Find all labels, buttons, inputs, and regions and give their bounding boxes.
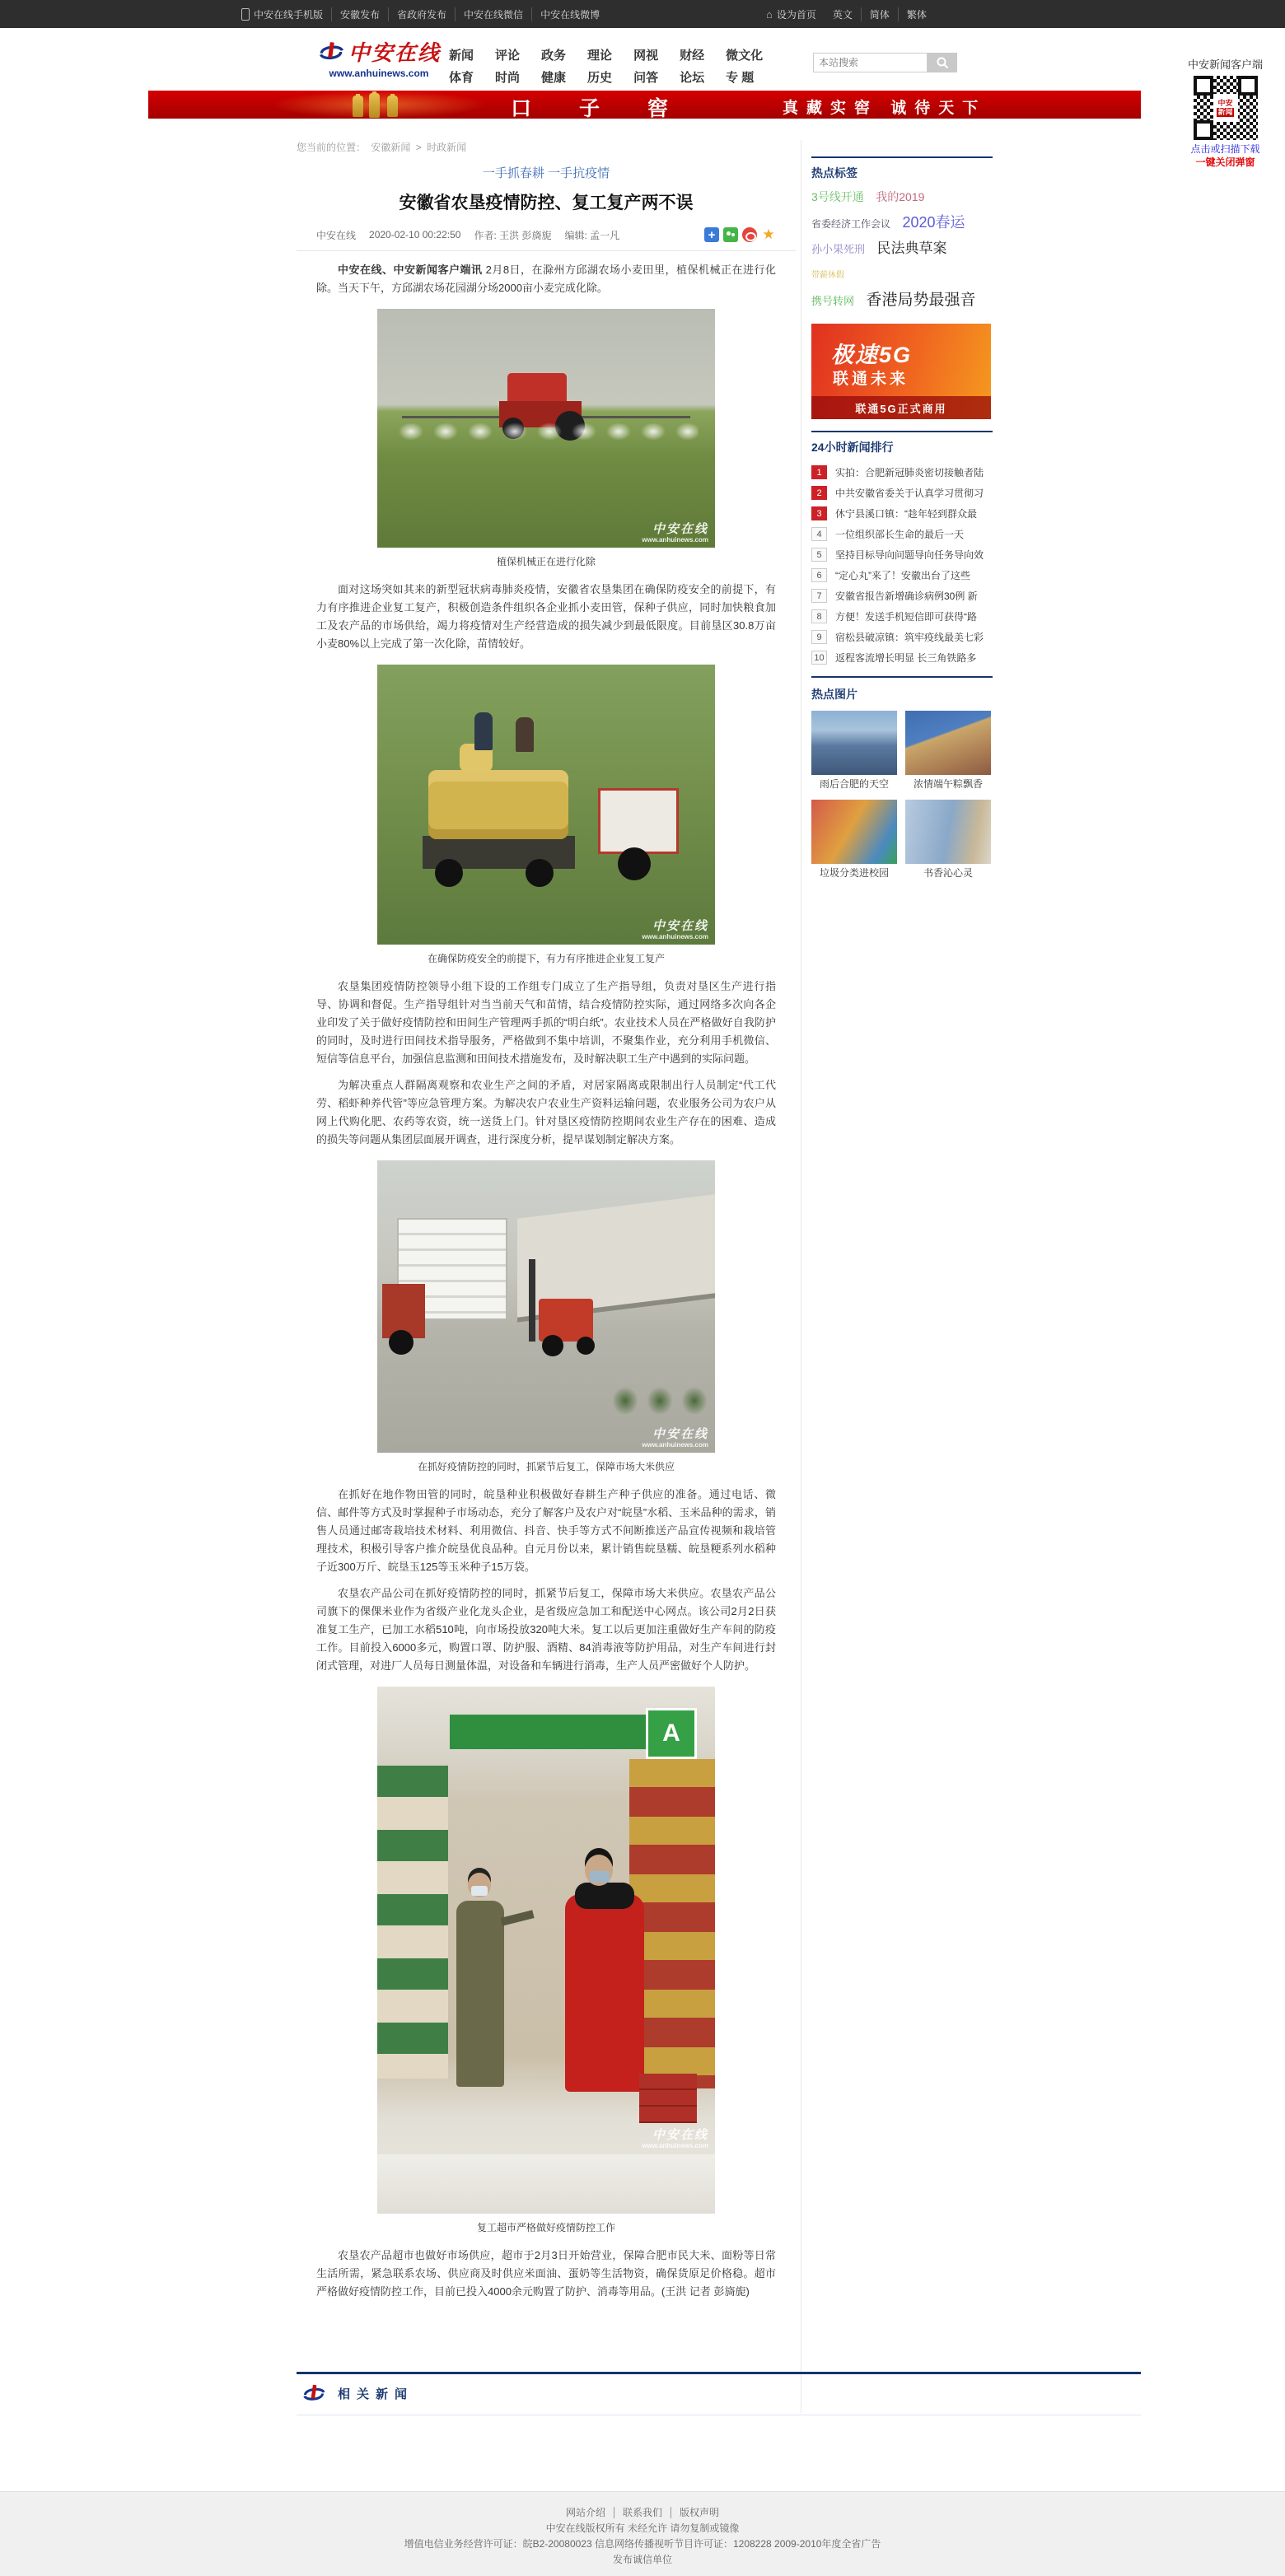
- ranking-title: 24小时新闻排行: [811, 441, 894, 454]
- floor: [377, 2154, 715, 2214]
- nav-item-history[interactable]: 历史: [587, 71, 613, 85]
- topbar-link-label: 安徽发布: [340, 8, 381, 21]
- related-logo-icon: [301, 2382, 326, 2405]
- footer-links: [0, 2505, 1285, 2521]
- paragraph: [316, 1584, 776, 1675]
- seeder-machine: [598, 788, 679, 854]
- forklift-wheel: [542, 1335, 563, 1356]
- hot-pic-caption: 垃圾分类进校园: [819, 867, 889, 879]
- home-icon: ⌂: [766, 7, 773, 21]
- nav-item-fashion[interactable]: 时尚: [495, 71, 521, 85]
- tag-link[interactable]: 孙小果死刑: [811, 243, 866, 255]
- qr-corner-marker: [1238, 76, 1258, 96]
- nav-item-sports[interactable]: 体育: [449, 71, 474, 85]
- watermark-url: www.anhuinews.com: [642, 536, 708, 544]
- watermark-brand: 中安在线: [652, 1427, 708, 1441]
- watermark-brand: 中安在线: [652, 919, 708, 933]
- article-kicker: 一手抓春耕 一手抗疫情: [482, 166, 610, 180]
- rank-badge: 5: [811, 548, 827, 562]
- hot-pic-thumbnail-classroom: [811, 800, 897, 864]
- article-time: 2020-02-10 00:22:50: [369, 229, 461, 240]
- photo-watermark: [642, 2129, 708, 2149]
- hot-pics-grid: [811, 711, 993, 882]
- footer-copyright-line: 中安在线版权所有 未经允许 请勿复制或镜像: [545, 2522, 740, 2534]
- article-lead: 中安在线、中安新闻客户端讯: [338, 264, 483, 276]
- article-figure-3: [316, 1160, 776, 1474]
- related-news-section: [297, 2372, 1141, 2415]
- banner-slogan-text: 真藏实窖 诚待天下: [783, 100, 987, 117]
- forklift-mast: [529, 1259, 535, 1342]
- footer-license-line-2: 发布诚信单位: [612, 2554, 672, 2565]
- weibo-share-icon[interactable]: [742, 227, 757, 242]
- photo-forklift-warehouse: [377, 1160, 715, 1453]
- logo-url: www.anhuinews.com: [329, 68, 429, 79]
- search-input[interactable]: [813, 53, 928, 72]
- topbar-link-wechat[interactable]: [455, 7, 531, 21]
- banner-brand-text: 口子窖: [511, 96, 717, 119]
- lang-link-traditional[interactable]: [898, 7, 935, 21]
- related-news-title: 相关新闻: [338, 2387, 414, 2401]
- nav-item-finance[interactable]: 财经: [680, 49, 705, 63]
- paragraph: [316, 2247, 776, 2301]
- breadcrumb: [297, 140, 796, 154]
- hot-pics-title: 热点图片: [811, 688, 857, 701]
- store-sign: A: [646, 1708, 697, 1759]
- topbar-link-label: 中安在线微信: [464, 8, 524, 21]
- rank-badge: 4: [811, 527, 827, 541]
- paragraph-text: 2月8日，在滁州方邱湖农场小麦田里，植保机械正在进行化除。当天下午，方邱湖农场花园湖分场2000亩小麦完成化除。: [316, 264, 776, 294]
- paragraph: [316, 1076, 776, 1149]
- close-popup-link[interactable]: 一键关闭弹窗: [1195, 156, 1255, 168]
- bottle-icon: [369, 93, 380, 118]
- site-header: [0, 28, 1285, 91]
- page-footer: [0, 2491, 1285, 2576]
- article-source: 中安在线: [316, 229, 357, 241]
- photo-caption-3: 在抓好疫情防控的同时，抓紧节后复工，保障市场大米供应: [417, 1461, 675, 1472]
- hot-tags-title: 热点标签: [811, 166, 857, 180]
- main-nav: [449, 46, 763, 86]
- qr-corner-marker: [1194, 76, 1213, 96]
- photo-watermark: [642, 920, 708, 940]
- breadcrumb-link-anhui-news[interactable]: 安徽新闻: [371, 142, 411, 153]
- topbar-link-label: 中安在线手机版: [254, 8, 324, 21]
- hot-pic-caption: 书香沁心灵: [923, 867, 973, 879]
- hot-pic-thumbnail-city-sky: [811, 711, 897, 775]
- tag-link[interactable]: 3号线开通: [811, 190, 864, 203]
- news-ranking-box: [811, 431, 993, 678]
- site-search: [813, 53, 957, 72]
- seed-bag-pile: [428, 770, 568, 839]
- lang-link-simplified[interactable]: [861, 7, 898, 21]
- rank-badge: 3: [811, 506, 827, 520]
- tag-link[interactable]: 省委经济工作会议: [811, 218, 891, 230]
- topbar-link-label: 中安在线微博: [540, 8, 600, 21]
- set-home-link[interactable]: [758, 7, 825, 21]
- favorite-star-icon[interactable]: ★: [762, 226, 775, 242]
- nav-item-special[interactable]: 专 题: [726, 71, 755, 85]
- phone-icon: [241, 8, 250, 21]
- left-shelf: [377, 1766, 448, 2079]
- ranking-item-title: 一位组织部长生命的最后一天: [835, 529, 965, 540]
- nav-item-comment[interactable]: 评论: [495, 49, 521, 63]
- app-download-widget: [1174, 58, 1277, 169]
- ranking-item[interactable]: [811, 503, 993, 524]
- article-figure-4: [316, 1687, 776, 2235]
- hot-tags-box: [811, 156, 993, 314]
- ranking-item-title: 宿松县破凉镇：筑牢疫线最美七彩: [835, 632, 984, 643]
- breadcrumb-separator: >: [415, 142, 422, 153]
- paragraph-text: 农垦农产品公司在抓好疫情防控的同时，抓紧节后复工，保障市场大米供应。农垦农产品公司旗下的倮倮米业作为省级产业化龙头企业，是省级应急加工和配送中心网点。该公司2月2日获准复工生产，已加工水稻510吨，向市场投放320吨大米。复工以后更加注重做好生产车间的防疫工作。目前投入6000多元，购置口罩、防护服、酒精、84消毒液等防护用品，对生产车间进行封闭式管理，对进厂人员每日测量体温，对设备和车辆进行消毒，生产人员严密做好个人防护。: [316, 1587, 776, 1672]
- app-download-link[interactable]: 点击或扫描下载: [1190, 143, 1260, 155]
- topbar-right-links: [758, 0, 935, 28]
- article-figure-1: [316, 309, 776, 569]
- fur-collar: [575, 1883, 634, 1909]
- rank-badge: 2: [811, 486, 827, 500]
- rank-badge: 7: [811, 589, 827, 603]
- ranking-item[interactable]: [811, 627, 993, 647]
- paragraph-text: 为解决重点人群隔离观察和农业生产之间的矛盾，对居家隔离或限制出行人员制定“代工代劳、稻虾种养代管”等应急管理方案。为解决农户农业生产资料运输问题，农业服务公司为农户从网上代购化肥、农药等农资，统一送货上门。针对垦区疫情防控期间农业生产存在的困难、造成的损失等问题从集团层面展开调查，进行深度分析，提早谋划制定解决方案。: [316, 1079, 776, 1146]
- article-meta: [297, 227, 796, 251]
- nav-item-news[interactable]: 新闻: [449, 49, 474, 63]
- paragraph: [316, 261, 776, 297]
- tag-link[interactable]: 带薪休假: [811, 271, 844, 280]
- tag-link[interactable]: 香港局势最强音: [866, 292, 976, 309]
- ranking-item[interactable]: [811, 606, 993, 627]
- lang-link-english[interactable]: [825, 7, 861, 21]
- article-column: [297, 140, 796, 2309]
- bottle-icon: [353, 96, 363, 117]
- share-more-icon[interactable]: +: [704, 227, 719, 242]
- photo-loading-seed-bags: [377, 665, 715, 945]
- ranking-item-title: 坚持目标导向问题导向任务导向效: [835, 549, 984, 561]
- lang-label: 繁体: [906, 8, 927, 21]
- paragraph-text: 在抓好在地作物田管的同时，皖垦种业积极做好春耕生产种子供应的准备。通过电话、微信、邮件等方式及时掌握种子市场动态，充分了解客户及农户对“皖垦”水稻、玉米品种的需求，销售人员通过邮寄栽培技术材料、利用微信、抖音、快手等方式不间断推送产品宣传视频和栽培管理技术，积极引导客户推介皖垦优良品种。自元月份以来，累计销售皖垦糯、皖垦粳系列水稻种子近300万斤、皖垦玉125等玉米种子15万袋。: [316, 1488, 776, 1573]
- ranking-item-title: 休宁县溪口镇：“趁年轻到群众最: [835, 508, 977, 520]
- bottle-icon: [387, 96, 398, 117]
- share-bar: [704, 227, 776, 242]
- wechat-share-icon[interactable]: [723, 227, 738, 242]
- nav-item-qa[interactable]: 问答: [633, 71, 659, 85]
- logo-text: 中安在线: [348, 40, 442, 65]
- breadcrumb-label: 您当前的位置：: [297, 142, 367, 153]
- ranking-list: [811, 462, 993, 668]
- ad-footer-line: 联通5G正式商用: [811, 396, 991, 419]
- ranking-item[interactable]: [811, 524, 993, 544]
- nav-item-video[interactable]: 网视: [633, 49, 659, 63]
- ranking-item[interactable]: [811, 565, 993, 586]
- forklift-body: [539, 1299, 593, 1342]
- logo-swirl-icon: [317, 40, 345, 64]
- watermark-brand: 中安在线: [652, 522, 708, 536]
- photo-caption-4: 复工超市严格做好疫情防控工作: [476, 2222, 615, 2233]
- article-author: 作者: 王洪 彭旖旎: [474, 229, 552, 241]
- topbar-link-mobile[interactable]: [233, 7, 331, 21]
- photo-supermarket-check: [377, 1687, 715, 2214]
- photo-caption-1: 植保机械正在进行化除: [496, 556, 596, 567]
- tag-cloud: [811, 184, 993, 314]
- topbar-link-gov-release[interactable]: [388, 7, 455, 21]
- watermark-brand: 中安在线: [652, 2128, 708, 2142]
- hot-pics-box: [811, 686, 993, 882]
- worker-figure: [474, 712, 493, 750]
- set-home-label: 设为首页: [776, 8, 816, 21]
- footer-license-line: 增值电信业务经营许可证：皖B2-20080023 信息网络传播视听节目许可证：1208228 2009-2010年度全省广告: [404, 2538, 881, 2550]
- forklift-wheel: [577, 1337, 595, 1355]
- ranking-item-title: 方便！发送手机短信即可获得“路: [835, 611, 977, 623]
- worker-figure: [516, 717, 534, 752]
- tag-link[interactable]: 携号转网: [811, 295, 855, 307]
- footer-link-contact[interactable]: 联系我们: [614, 2507, 671, 2518]
- hot-pic-caption: 浓情端午粽飘香: [913, 778, 983, 790]
- search-button[interactable]: [928, 53, 957, 72]
- spray-mist: [394, 419, 699, 444]
- footer-link-copyright[interactable]: 版权声明: [671, 2507, 727, 2518]
- face-mask: [471, 1886, 488, 1896]
- qr-label-line: 新闻: [1217, 108, 1233, 116]
- paragraph: [316, 978, 776, 1068]
- hot-pic-item[interactable]: [811, 711, 897, 793]
- topbar-link-label: 省政府发布: [397, 8, 447, 21]
- rank-badge: 8: [811, 609, 827, 623]
- topbar-link-weibo[interactable]: [531, 7, 608, 21]
- ranking-item-title: 安徽省报告新增确诊病例30例 新: [835, 590, 978, 602]
- lang-label: 英文: [832, 8, 853, 21]
- hot-pic-item[interactable]: [905, 711, 991, 793]
- paragraph-text: 面对这场突如其来的新型冠状病毒肺炎疫情，安徽省农垦集团在确保防疫安全的前提下，有力有序推进企业复工复产，积极创造条件组织各企业抓小麦田管，保种子供应，同时加快粮食加工及农产品的市场供给，竭力将疫情对生产经营造成的损失减少到最低限度。目前垦区30.8万亩小麦80%以上完成了第一次化除，苗情较好。: [316, 583, 776, 650]
- breadcrumb-link-politics[interactable]: 时政新闻: [427, 142, 467, 153]
- rank-badge: 9: [811, 630, 827, 644]
- hot-pic-item[interactable]: [905, 800, 991, 882]
- qr-center-label: [1213, 94, 1238, 122]
- ad-headline: 极速5G: [831, 343, 913, 367]
- trailer-wheel: [526, 859, 554, 887]
- paragraph: [316, 581, 776, 653]
- nav-item-forum[interactable]: 论坛: [680, 71, 705, 85]
- watermark-url: www.anhuinews.com: [642, 1441, 708, 1449]
- paragraph: [316, 1486, 776, 1576]
- hot-pic-thumbnail-festival: [905, 711, 991, 775]
- thermometer-arm: [500, 1910, 534, 1925]
- photo-spraying-machine: [377, 309, 715, 548]
- hot-pic-thumbnail-books: [905, 800, 991, 864]
- topbar-link-anhui-release[interactable]: [331, 7, 388, 21]
- sidebar-ad-5g[interactable]: [811, 324, 991, 419]
- app-widget-title: 中安新闻客户端: [1187, 58, 1263, 71]
- photo-watermark: [642, 523, 708, 544]
- ranking-item-title: 实拍：合肥新冠肺炎密切接触者陆: [835, 467, 984, 478]
- article-title: 安徽省农垦疫情防控、复工复产两不误: [399, 194, 694, 212]
- ranking-item[interactable]: [811, 483, 993, 503]
- ranking-item[interactable]: [811, 544, 993, 565]
- nav-item-health[interactable]: 健康: [541, 71, 567, 85]
- ranking-item-title: 返程客流增长明显 长三角铁路多: [835, 652, 977, 664]
- qr-code[interactable]: [1194, 76, 1258, 140]
- tag-link[interactable]: 我的2019: [876, 190, 925, 203]
- site-logo[interactable]: [317, 36, 441, 79]
- watermark-url: www.anhuinews.com: [642, 933, 708, 940]
- customer-red-coat: [565, 1894, 644, 2092]
- ranking-item[interactable]: [811, 586, 993, 606]
- nav-item-theory[interactable]: 理论: [587, 49, 613, 63]
- search-icon: [936, 56, 949, 69]
- ad-subline: 联通未来: [833, 371, 909, 388]
- article-editor: 编辑: 孟一凡: [564, 229, 620, 241]
- hot-pic-item[interactable]: [811, 800, 897, 882]
- store-banner: [450, 1715, 647, 1749]
- topbar: [0, 0, 1285, 28]
- article-figure-2: [316, 665, 776, 966]
- goods-boxes: [639, 2074, 697, 2123]
- ranking-item[interactable]: [811, 647, 993, 668]
- paragraph-text: 农垦集团疫情防控领导小组下设的工作组专门成立了生产指导组，负责对垦区生产进行指导、协调和督促。生产指导组针对当当前天气和苗情，结合疫情防控实际，通过网络多次向各企业印发了关于做好疫情防控和田间生产管理两手抓的“明白纸”。农业技术人员在严格做好自我防护的同时，及时进行田间技术指导服务，严格做到不集中培训，不聚集作业，充分利用手机微信、短信等信息平台，加强信息监测和田间技术措施发布，及时解决职工生产中遇到的实际问题。: [316, 980, 776, 1065]
- hot-pic-caption: 雨后合肥的天空: [819, 778, 889, 790]
- clerk-figure: [456, 1901, 504, 2087]
- truck-wheel: [389, 1330, 414, 1355]
- face-mask: [590, 1871, 610, 1883]
- banner-ad[interactable]: [148, 91, 1141, 119]
- paragraph-text: 农垦农产品超市也做好市场供应，超市于2月3日开始营业，保障合肥市民大米、面粉等日常生活所需，紧急联系农场、供应商及时供应米面油、蛋奶等生活物资，确保货原足价格稳。超市严格做好疫情防控工作，目前已投入4000余元购置了防护、消毒等用品。(王洪 记者 彭旖旎): [316, 2249, 776, 2298]
- watermark-url: www.anhuinews.com: [642, 2142, 708, 2149]
- photo-caption-2: 在确保防疫安全的前提下，有力有序推进企业复工复产: [427, 953, 665, 964]
- seeder-wheel: [618, 847, 651, 880]
- trailer-wheel: [435, 859, 463, 887]
- rank-badge: 1: [811, 465, 827, 479]
- rank-badge: 10: [811, 651, 827, 665]
- ranking-item-title: 中共安徽省委关于认真学习贯彻习: [835, 488, 984, 499]
- tag-link[interactable]: 2020春运: [902, 214, 965, 231]
- related-news-header: [297, 2374, 1141, 2415]
- nav-item-gov[interactable]: 政务: [541, 49, 567, 63]
- qr-corner-marker: [1194, 120, 1213, 140]
- ranking-item-title: “定心丸”来了！安徽出台了这些: [835, 570, 970, 581]
- rank-badge: 6: [811, 568, 827, 582]
- lang-label: 简体: [869, 8, 890, 21]
- photo-watermark: [642, 1428, 708, 1449]
- topbar-left-links: [233, 0, 608, 28]
- nav-item-culture[interactable]: 微文化: [726, 49, 764, 63]
- article-body: [297, 261, 796, 2301]
- footer-link-about[interactable]: 网站介绍: [565, 2507, 605, 2518]
- qr-label-line: 中安: [1217, 99, 1233, 107]
- sidebar: [811, 156, 993, 882]
- ranking-item[interactable]: [811, 462, 993, 483]
- shrubs: [608, 1382, 707, 1420]
- tag-link[interactable]: 民法典草案: [876, 240, 947, 256]
